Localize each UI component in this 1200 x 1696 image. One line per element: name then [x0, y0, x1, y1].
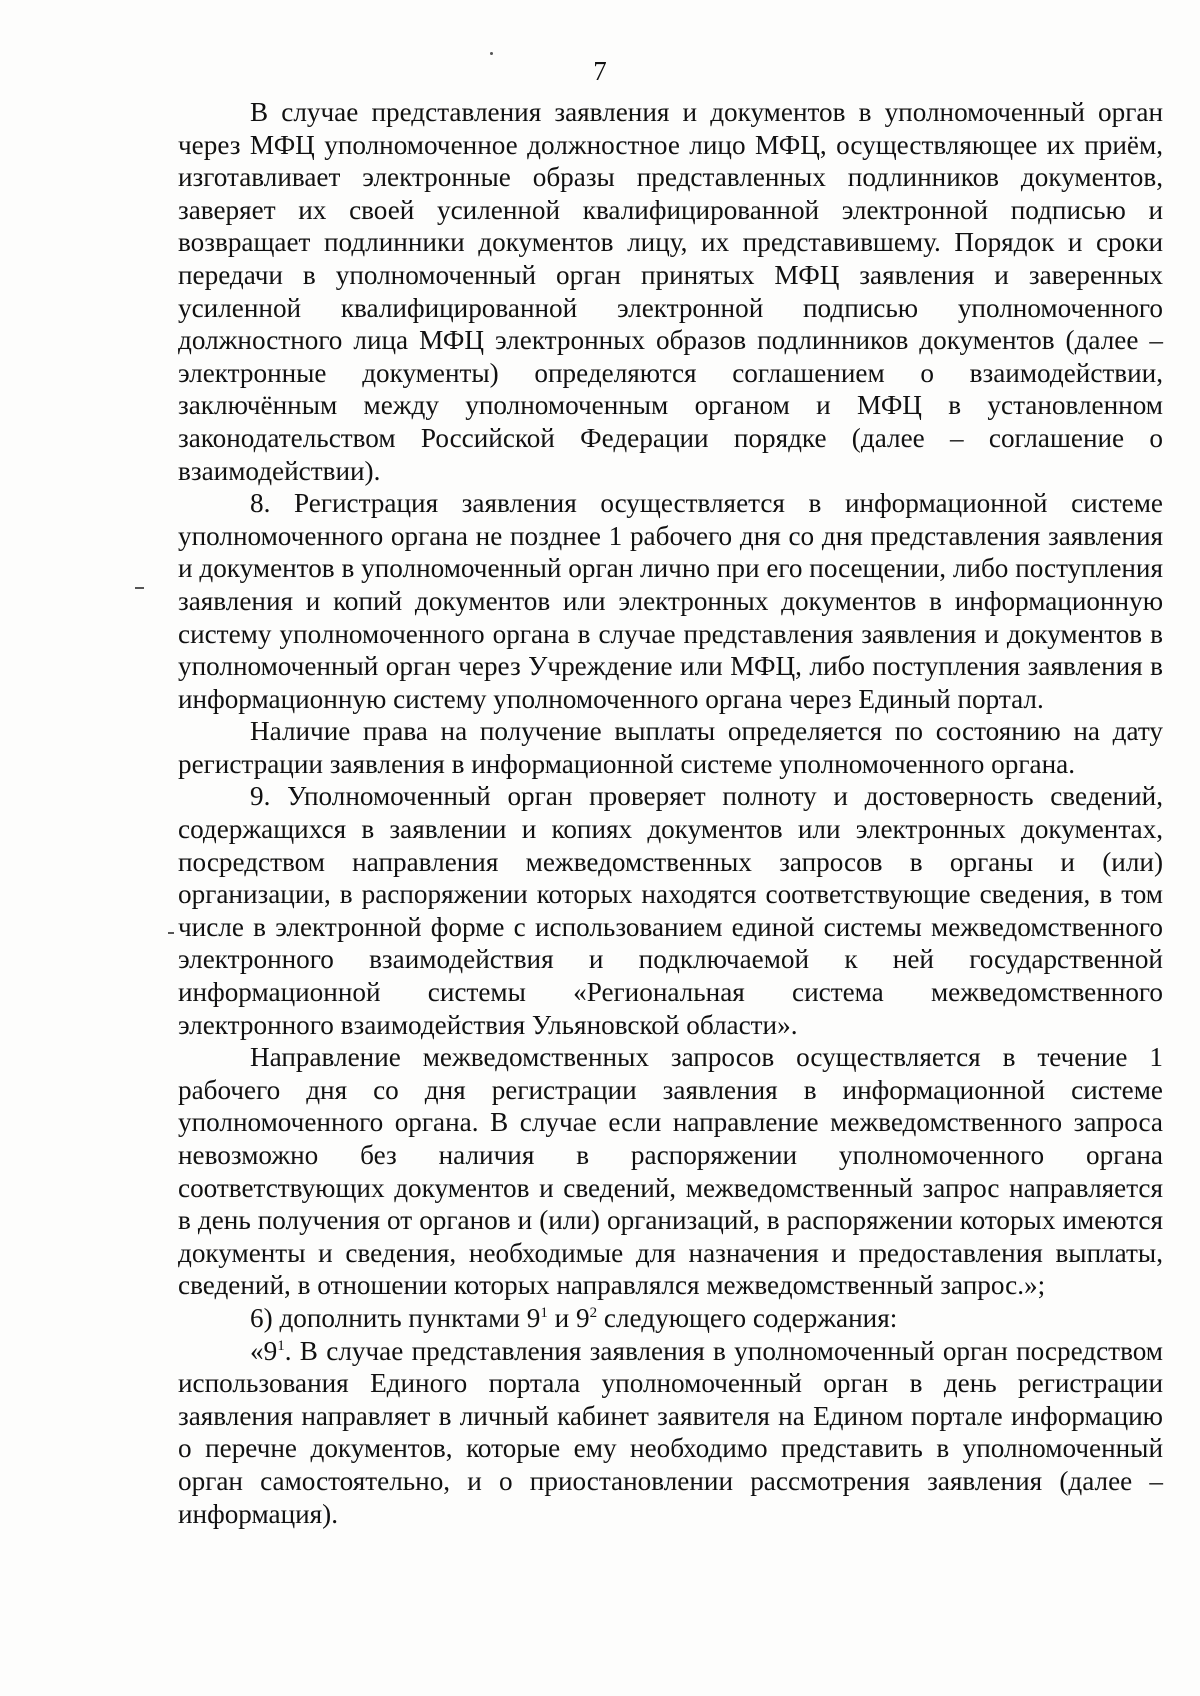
paragraph-amendment-6 [178, 1302, 1163, 1335]
superscript-1: 1 [540, 1304, 548, 1321]
scan-dot-top [490, 52, 493, 55]
paragraph-interagency-requests: Направление межведомственных запросов осуществляется в течение 1 рабочего дня со дня регистрации заявления в информационной системе уполномоченного органа. В случае если направление межведомственного запроса невозможно без наличия в распоряжении уполномоченного органа соответствующих документов и сведений, межведомственный запрос направляется в день получения от органов и (или) организаций, в распоряжении которых имеются документы и сведения, необходимые для назначения и предоставления выплаты, сведений, в отношении которых направлялся межведомственный запрос.»; [178, 1042, 1163, 1301]
document-body [178, 96, 1163, 1530]
item-9-1-text: . В случае представления заявления в уполномоченный орган посредством использования Единого портала уполномоченный орган в день регистрации заявления направляет в личный кабинет заявителя на Едином портале информацию о перечне документов, которые ему необходимо представить в уполномоченный орган самостоятельно, и о приостановлении рассмотрения заявления (далее – информация). [178, 1335, 1163, 1529]
paragraph-item-9-verification: 9. Уполномоченный орган проверяет полноту и достоверность сведений, содержащихся в заявлении и копиях документов или электронных документах, посредством направления межведомственных запросов в органы и (или) организации, в распоряжении которых находятся соответствующие сведения, в том числе в электронной форме с использованием единой системы межведомственного электронного взаимодействия и подключаемой к ней государственной информационной системы «Региональная система межведомственного электронного взаимодействия Ульяновской области». [178, 781, 1163, 1040]
page-number: 7 [593, 56, 607, 86]
amendment-6-text-start: 6) дополнить пунктами 9 [250, 1302, 541, 1333]
paragraph-item-8-registration: 8. Регистрация заявления осуществляется в информационной системе уполномоченного органа не позднее 1 рабочего дня со дня представления заявления и документов в уполномоченный орган лично при его посещении, либо поступления заявления и копий документов или электронных документов в информационную систему уполномоченного органа в случае представления заявления и документов в уполномоченный орган через Учреждение или МФЦ, либо поступления заявления в информационную систему уполномоченного органа через Единый портал. [178, 488, 1163, 714]
scan-dash-left-2 [168, 932, 174, 934]
paragraph-item-9-1 [178, 1335, 1163, 1531]
paragraph-payment-entitlement: Наличие права на получение выплаты определяется по состоянию на дату регистрации заявления в информационной системе уполномоченного органа. [178, 716, 1163, 779]
superscript-1: 1 [277, 1337, 285, 1354]
item-9-1-number: «9 [250, 1335, 278, 1366]
amendment-6-text-end: следующего содержания: [597, 1302, 898, 1333]
scan-dash-left [135, 587, 144, 589]
superscript-2: 2 [589, 1304, 598, 1321]
paragraph-mfc-documents: В случае представления заявления и документов в уполномоченный орган через МФЦ уполномоченное должностное лицо МФЦ, осуществляющее их приём, изготавливает электронные образы представленных подлинников документов, заверяет их своей усиленной квалифицированной электронной подписью и возвращает подлинники документов лицу, их представившему. Порядок и сроки передачи в уполномоченный орган принятых МФЦ заявления и заверенных усиленной квалифицированной электронной подписью уполномоченного должностного лица МФЦ электронных образов подлинников документов (далее – электронные документы) определяются соглашением о взаимодействии, заключённым между уполномоченным органом и МФЦ в установленном законодательством Российской Федерации порядке (далее – соглашение о взаимодействии). [178, 97, 1163, 486]
amendment-6-text-middle: и 9 [547, 1302, 590, 1333]
